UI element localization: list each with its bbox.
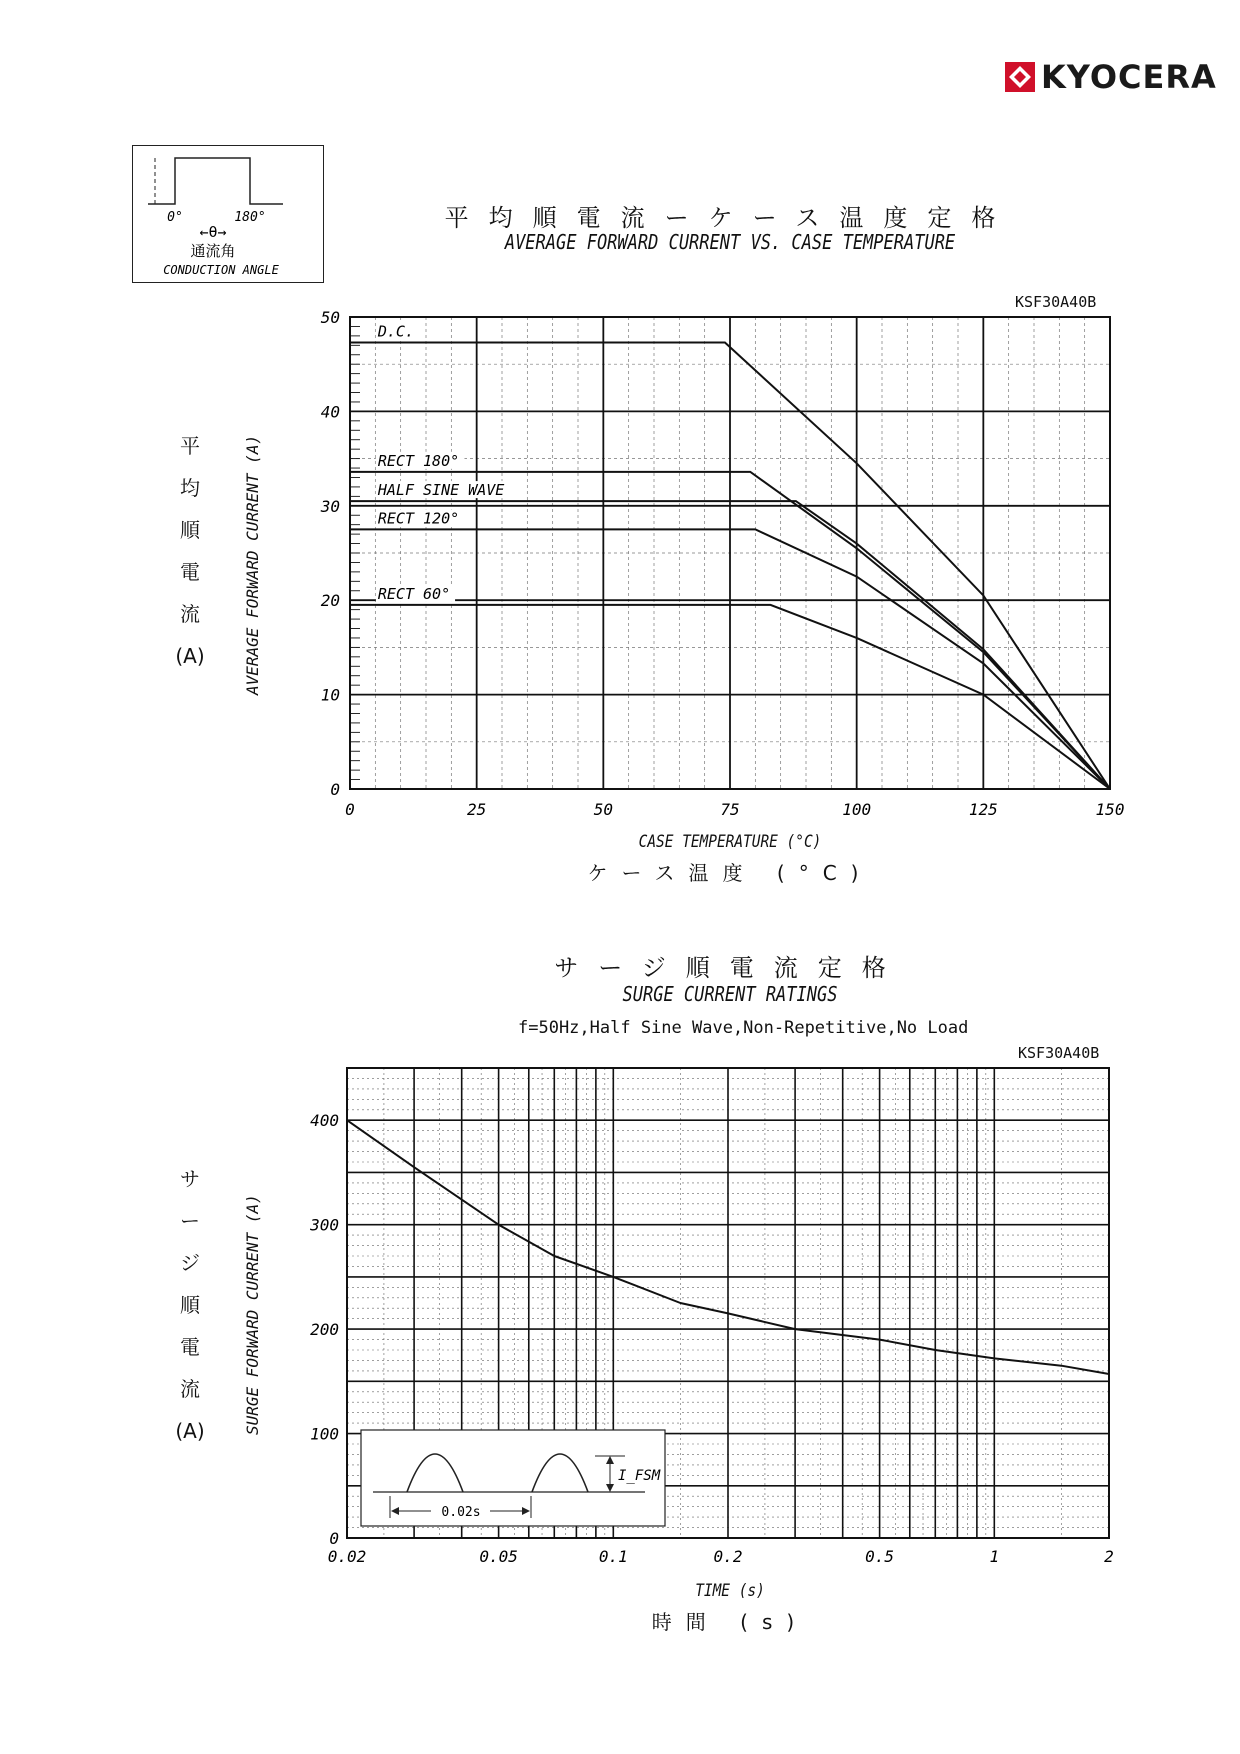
y-tick-label: 100 [310, 1424, 339, 1444]
chart1-title-jp: 平均順電流ーケース温度定格 [444, 204, 1016, 232]
series-label-0: D.C. [377, 322, 414, 341]
kyocera-mark-icon [1005, 62, 1035, 92]
x-tick-label: 50 [593, 800, 613, 819]
series-label-4: RECT 60° [377, 584, 451, 603]
x-tick-label: 0.5 [865, 1547, 895, 1566]
chart2-subtitle: f=50Hz,Half Sine Wave,Non-Repetitive,No Load [518, 1018, 969, 1038]
y-tick-label: 20 [320, 591, 340, 611]
period-label: 0.02s [441, 1505, 481, 1520]
chart1-ylabel: AVERAGE FORWARD CURRENT (A) [243, 434, 262, 695]
series-label-1: RECT 180° [377, 451, 460, 470]
y-tick-label: 50 [320, 310, 340, 327]
y-tick-label: 30 [320, 496, 340, 516]
ifsm-label: I_FSM [618, 1468, 661, 1484]
y-tick-label: 0 [330, 780, 340, 799]
conduction-label-en: CONDUCTION ANGLE [163, 263, 279, 277]
x-tick-label: 125 [968, 800, 998, 819]
kyocera-logo [1005, 58, 1217, 96]
x-tick-label: 1 [989, 1547, 1000, 1566]
y-tick-label: 400 [310, 1111, 339, 1131]
x-tick-label: 0.1 [598, 1547, 628, 1566]
chart1-ylabel-jp: 平 均 順 電 流 (A) [175, 434, 205, 668]
chart2-title-jp: サージ順電流定格 [554, 954, 906, 982]
x-tick-label: 0.2 [713, 1547, 743, 1566]
series-label-2: HALF SINE WAVE [377, 481, 505, 500]
y-tick-label: 40 [320, 402, 340, 422]
chart2-model: KSF30A40B [1018, 1044, 1100, 1062]
chart2-ylabel-jp: サ ー ジ 順 電 流 (A) [175, 1167, 205, 1443]
x-tick-label: 25 [467, 800, 487, 819]
theta-label: ←θ→ [199, 223, 227, 241]
y-tick-label: 300 [310, 1215, 339, 1235]
x-tick-label: 100 [842, 800, 872, 819]
y-tick-label: 0 [329, 1529, 339, 1548]
x-tick-label: 75 [720, 800, 740, 819]
angle-end-label: 180° [234, 210, 266, 225]
chart1-xlabel-jp: ケース温度 (°C) [587, 861, 873, 885]
y-tick-label: 200 [310, 1320, 339, 1340]
series-label-3: RECT 120° [377, 509, 460, 528]
x-tick-label: 0.02 [327, 1547, 367, 1566]
chart1-xlabel: CASE TEMPERATURE (°C) [638, 832, 822, 852]
chart1-model: KSF30A40B [1015, 293, 1097, 311]
y-tick-label: 10 [320, 685, 340, 705]
chart2-xlabel-jp: 時間 (s) [651, 1610, 809, 1634]
x-tick-label: 2 [1104, 1547, 1114, 1566]
conduction-angle-box [132, 145, 324, 283]
conduction-label-jp: 通流角 [190, 242, 236, 260]
surge-waveform-inset [361, 1430, 665, 1526]
brand-name: KYOCERA [1041, 58, 1217, 96]
chart2-plot [295, 1060, 1135, 1580]
x-tick-label: 150 [1095, 800, 1125, 819]
chart2-xlabel: TIME (s) [695, 1581, 765, 1601]
chart2-title: SURGE CURRENT RATINGS [622, 982, 838, 1006]
chart2-ylabel: SURGE FORWARD CURRENT (A) [243, 1194, 262, 1435]
chart1-plot [295, 310, 1135, 830]
angle-start-label: 0° [167, 210, 183, 225]
chart1-title: AVERAGE FORWARD CURRENT VS. CASE TEMPERATURE [504, 230, 956, 254]
x-tick-label: 0.05 [479, 1547, 518, 1566]
x-tick-label: 0 [345, 800, 355, 819]
conduction-waveform-icon [133, 146, 323, 282]
